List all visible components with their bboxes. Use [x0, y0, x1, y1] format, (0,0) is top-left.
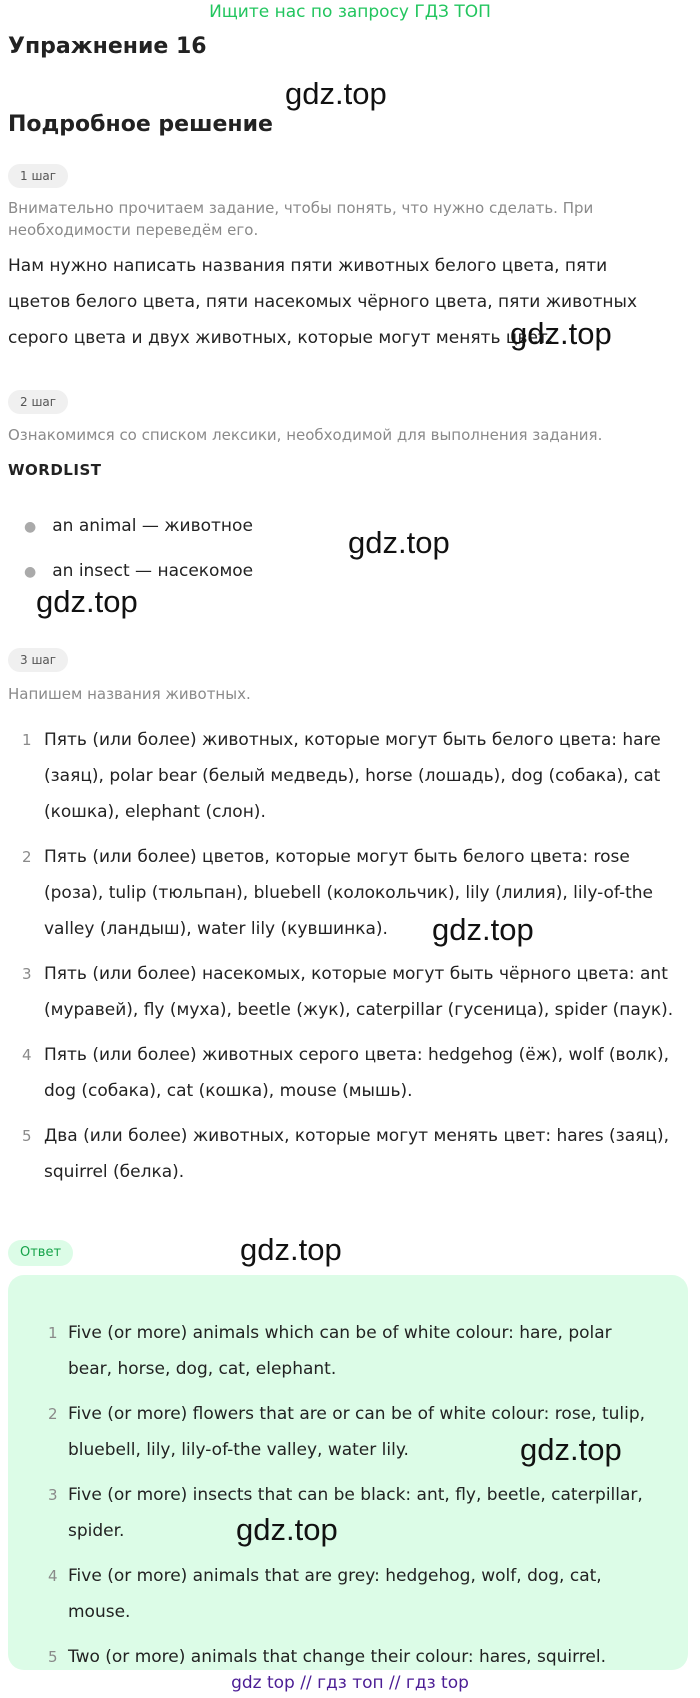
step-3-badge: 3 шаг [8, 648, 68, 672]
item-number: 5 [48, 1648, 58, 1666]
watermark: gdz.top [520, 1432, 622, 1467]
step-3-list [0, 722, 690, 1199]
word-item: ● an animal — животное [24, 516, 253, 536]
step-1-text: Нам нужно написать названия пяти животных белого цвета, пяти цветов белого цвета, пяти насекомых чёрного цвета, пяти животных серого цвета и двух животных, которые могут менять цвет. [8, 256, 638, 348]
step-1-badge: 1 шаг [8, 164, 68, 188]
watermark: gdz.top [240, 1232, 342, 1267]
item-number: 2 [48, 1405, 58, 1423]
item-number: 1 [22, 731, 32, 749]
word-text: an insect — насекомое [52, 561, 254, 581]
item-text: Five (or more) insects that can be black: ant, fly, beetle, caterpillar, spider. [68, 1485, 643, 1541]
step-1-hint: Внимательно прочитаем задание, чтобы понять, что нужно сделать. При необходимости переведём его. [8, 199, 594, 239]
step-3-hint: Напишем названия животных. [8, 685, 251, 703]
list-item [0, 1037, 690, 1109]
wordlist-title: WORDLIST [8, 461, 102, 479]
word-text: an animal — животное [52, 516, 253, 536]
answer-badge: Ответ [8, 1240, 73, 1266]
watermark: gdz.top [236, 1512, 338, 1547]
watermark: gdz.top [432, 912, 534, 947]
item-text: Пять (или более) животных серого цвета: hedgehog (ёж), wolf (волк), dog (собака), cat (кошка), mouse (мышь). [44, 1045, 670, 1101]
section-title: Подробное решение [8, 112, 273, 137]
word-item: ● an insect — насекомое [24, 561, 254, 581]
item-text: Two (or more) animals that change their colour: hares, squirrel. [68, 1647, 606, 1667]
item-text: Five (or more) animals that are grey: hedgehog, wolf, dog, cat, mouse. [68, 1566, 602, 1622]
answer-list [8, 1315, 688, 1684]
step-2-hint: Ознакомимся со списком лексики, необходимой для выполнения задания. [8, 426, 603, 444]
item-number: 2 [22, 848, 32, 866]
answer-item [8, 1315, 688, 1387]
item-text: Five (or more) flowers that are or can be of white colour: rose, tulip, bluebell, lily, lily-of-the valley, water lily. [68, 1404, 646, 1460]
list-item [0, 839, 690, 947]
top-banner[interactable]: Ищите нас по запросу ГДЗ ТОП [209, 2, 491, 22]
item-text: Five (or more) animals which can be of white colour: hare, polar bear, horse, dog, cat, elephant. [68, 1323, 612, 1379]
watermark: gdz.top [36, 584, 138, 619]
item-number: 3 [48, 1486, 58, 1504]
item-number: 5 [22, 1127, 32, 1145]
watermark: gdz.top [510, 316, 612, 351]
item-text: Два (или более) животных, которые могут менять цвет: hares (заяц), squirrel (белка). [44, 1126, 669, 1182]
footer-links[interactable]: gdz top // гдз топ // гдз top [231, 1673, 469, 1693]
answer-item [8, 1558, 688, 1630]
item-text: Пять (или более) цветов, которые могут быть белого цвета: rose (роза), tulip (тюльпан), bluebell (колокольчик), lily (лилия), lily-of-the valley (ландыш), water lily (кувшинка). [44, 847, 654, 939]
list-item [0, 956, 690, 1028]
item-text: Пять (или более) животных, которые могут быть белого цвета: hare (заяц), polar bear (белый медведь), horse (лошадь), dog (собака), cat (кошка), elephant (слон). [44, 730, 661, 822]
list-item [0, 1118, 690, 1190]
step-2-badge: 2 шаг [8, 390, 68, 414]
exercise-title: Упражнение 16 [8, 34, 207, 59]
watermark: gdz.top [285, 76, 387, 111]
item-text: Пять (или более) насекомых, которые могут быть чёрного цвета: ant (муравей), fly (муха), beetle (жук), caterpillar (гусеница), spider (паук). [44, 964, 674, 1020]
item-number: 1 [48, 1324, 58, 1342]
item-number: 4 [22, 1046, 32, 1064]
answer-item [8, 1477, 688, 1549]
item-number: 4 [48, 1567, 58, 1585]
list-item [0, 722, 690, 830]
item-number: 3 [22, 965, 32, 983]
watermark: gdz.top [348, 525, 450, 560]
